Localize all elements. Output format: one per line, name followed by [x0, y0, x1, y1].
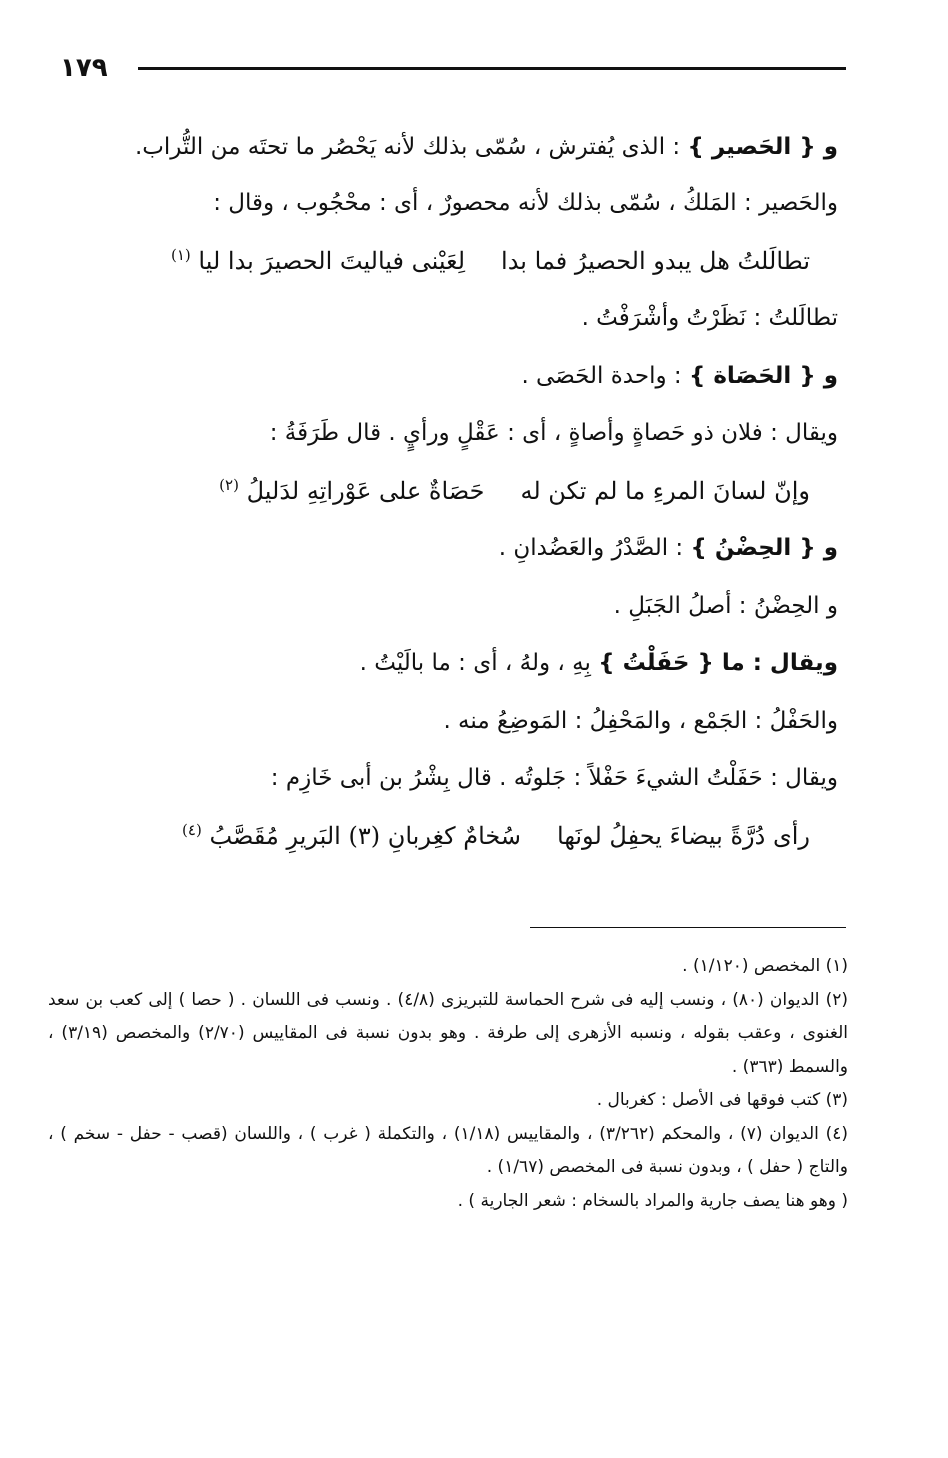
verse-line: [58, 233, 838, 291]
entry-text: و الحِضْنُ : أصلُ الجَبَلِ .: [613, 592, 838, 619]
entry-line: [58, 693, 838, 751]
entry-text: : الذى يُفترش ، سُمّى بذلك لأنه يَحْصُر ما تحتَه من التُّراب.: [134, 134, 688, 160]
footnotes: [48, 950, 848, 1218]
headword: ويقال : ما { حَفَلْتُ }: [598, 650, 838, 676]
main-text: [58, 118, 838, 865]
entry-text: بِهِ ، ولهُ ، أى : ما بالَيْتُ .: [359, 650, 599, 676]
verse-first-hemistich: رأى دُرَّةً بيضاءَ يحفِلُ لونَها: [557, 821, 810, 850]
entry-text: تطالَلتُ : نَظَرْتُ وأشْرَفْتُ .: [581, 305, 838, 331]
headword: و { الحَصير }: [687, 134, 838, 160]
verse-second-hemistich: لِعَيْنى فياليتَ الحصيرَ بدا ليا: [198, 246, 466, 275]
entry-line: [58, 290, 838, 348]
entry-line: [58, 520, 838, 578]
footnote: ( وهو هنا يصف جارية والمراد بالسخام : شعر الجارية ) .: [457, 1190, 848, 1211]
verse-first-hemistich: تطالَلتُ هل يبدو الحصيرُ فما بدا: [501, 246, 810, 275]
entry-line: [58, 118, 838, 175]
entry-line: [58, 635, 838, 693]
entry-line: [58, 175, 838, 233]
entry-text: والحَفْلُ : الجَمْع ، والمَحْفِلُ : المَوضِعُ منه .: [443, 707, 838, 734]
entry-line: [58, 578, 838, 636]
verse-second-hemistich: حَصَاةٌ على عَوْراتِهِ لدَليلُ: [246, 476, 485, 505]
page-header: [60, 52, 846, 92]
entry-line: [58, 750, 838, 808]
page-number: ١٧٩: [60, 53, 108, 83]
footnote-marker: (٤): [182, 820, 202, 839]
entry-text: : واحدة الحَصَى .: [521, 362, 689, 389]
verse-line: [58, 808, 838, 866]
entry-text: والحَصير : المَلكُ ، سُمّى بذلك لأنه محصورٌ ، أى : محْجُوب ، وقال :: [213, 190, 838, 216]
footnote: (٢) الديوان (٨٠) ، ونسب إليه فى شرح الحماسة للتبريزى (٤/٨) . ونسب فى اللسان . ( حصا ) إلى كعب بن سعد الغنوى ، وعقب بقوله ، ونسبه الأزهرى إلى طرفة . وهو بدون نسبة فى المقاييس (٢/٧٠) والمخصص (٣/١٩) ، والسمط (٣٦٣) .: [48, 989, 848, 1077]
entry-text: ويقال : حَفَلْتُ الشيءَ حَفْلاً : جَلوتُه . قال بِشْرُ بن أبى خَازِم :: [270, 765, 838, 791]
entry-line: [58, 348, 838, 406]
verse-first-hemistich: وإنّ لسانَ المرءِ ما لم تكن له: [520, 476, 810, 505]
footnote-separator: [530, 927, 846, 928]
footnote: (١) المخصص (١/١٢٠) .: [682, 956, 848, 976]
entry-line: [58, 405, 838, 463]
footnote: (٣) كتب فوقها فى الأصل : كغربال .: [596, 1090, 848, 1110]
headword: و { الحِضْنُ }: [690, 535, 838, 561]
footnote: (٤) الديوان (٧) ، والمحكم (٣/٢٦٢) ، والمقاييس (١/١٨) ، والتكملة ( غرب ) ، واللسان (قصب - حفل - سخم ) ، والتاج ( حفل ) ، وبدون نسبة فى المخصص (١/٦٧) .: [48, 1123, 849, 1177]
footnote-marker: (٢): [219, 475, 239, 494]
header-rule: [138, 67, 846, 70]
entry-text: : الصَّدْرُ والعَضُدانِ .: [498, 535, 691, 561]
verse-line: [58, 463, 838, 521]
entry-text: ويقال : فلان ذو حَصاةٍ وأصاةٍ ، أى : عَقْلٍ ورأيٍ . قال طَرَفَةُ :: [269, 420, 838, 446]
headword: و { الحَصَاة }: [688, 362, 838, 389]
footnote-marker: (١): [170, 245, 191, 264]
verse-second-hemistich: سُخامٌ كغِربانِ (٣) البَريرِ مُقَصَّبُ: [209, 821, 521, 850]
